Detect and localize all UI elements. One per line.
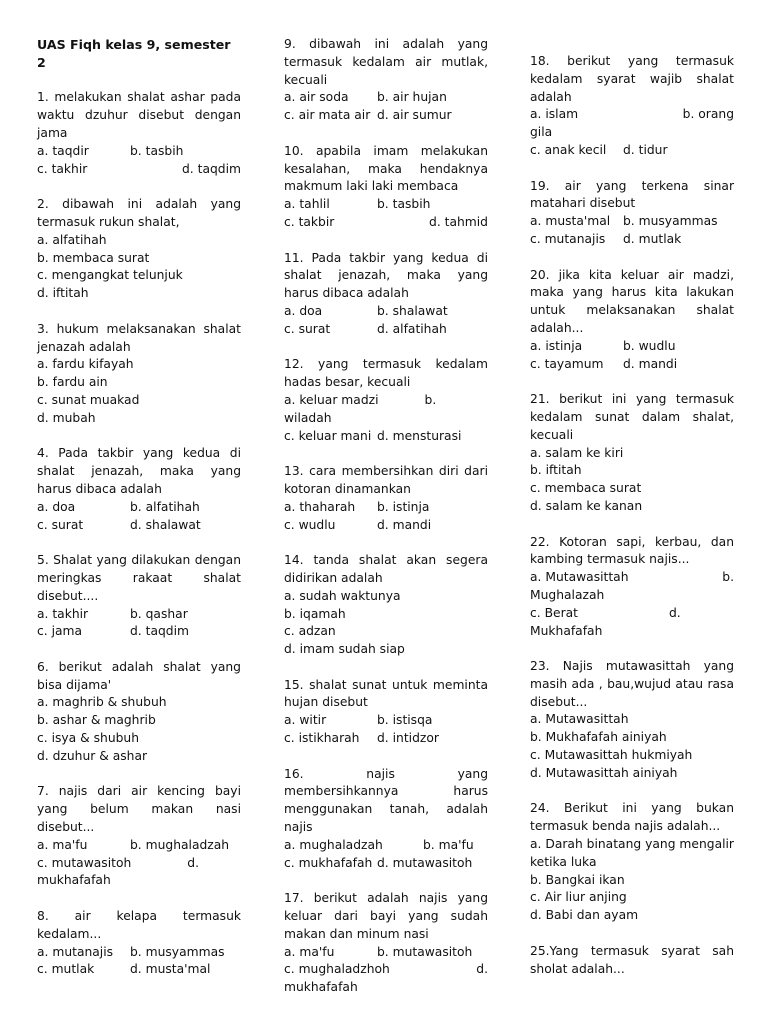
question-text: 4. Pada takbir yang kedua di shalat jenazah, maka yang harus dibaca adalah bbox=[37, 446, 241, 496]
option-c: c. isya & shubuh bbox=[37, 731, 140, 746]
question-12 bbox=[284, 356, 488, 445]
question-text: 20. jika kita keluar air madzi, maka yang harus kita lakukan untuk melaksanakan shalat adalah... bbox=[530, 267, 734, 335]
option-a: a. ma'fu bbox=[284, 944, 335, 959]
option-c: c. Mutawasittah hukmiyah bbox=[530, 748, 693, 763]
question-text: 18. berikut yang termasuk kedalam syarat wajib shalat adalah bbox=[530, 54, 734, 104]
option-b: b. Bangkai ikan bbox=[530, 872, 625, 887]
option-c: c. mengangkat telunjuk bbox=[37, 268, 183, 283]
option-b-letter: b. bbox=[722, 570, 734, 585]
option-c: c. Air liur anjing bbox=[530, 890, 627, 905]
option-c: c. surat bbox=[37, 517, 84, 532]
question-text: 8. air kelapa termasuk kedalam... bbox=[37, 909, 241, 941]
option-d: d. salam ke kanan bbox=[530, 498, 643, 513]
option-b: b. orang bbox=[682, 107, 734, 122]
option-b-letter: b. bbox=[424, 392, 437, 407]
option-d: d. intidzor bbox=[377, 731, 439, 746]
question-text: 10. apabila imam melakukan kesalahan, maka hendaknya makmum laki laki membaca bbox=[284, 143, 488, 194]
question-25 bbox=[530, 943, 734, 979]
question-text: 22. Kotoran sapi, kerbau, dan kambing termasuk najis... bbox=[530, 534, 734, 567]
option-c: c. anak kecil bbox=[530, 142, 607, 157]
option-b: b. istisqa bbox=[377, 713, 433, 728]
question-4 bbox=[37, 445, 241, 534]
question-text: 12. yang termasuk kedalam hadas besar, kecuali bbox=[284, 357, 488, 390]
question-23 bbox=[530, 658, 734, 783]
option-a: a. istinja bbox=[530, 338, 583, 353]
option-d: d. mensturasi bbox=[377, 428, 462, 443]
option-b: b. musyammas bbox=[623, 214, 718, 229]
option-a: a. takhir bbox=[37, 606, 89, 621]
question-19 bbox=[530, 178, 734, 249]
option-c: c. takbir bbox=[284, 214, 335, 229]
question-11 bbox=[284, 250, 488, 339]
option-d: d. musta'mal bbox=[130, 962, 211, 977]
question-1 bbox=[37, 89, 241, 178]
option-d: d. mutawasitoh bbox=[377, 855, 473, 870]
option-b: b. qashar bbox=[130, 606, 188, 621]
option-d: d. mutlak bbox=[623, 231, 682, 246]
option-a: a. mughaladzah bbox=[284, 837, 383, 852]
column-3 bbox=[530, 53, 734, 978]
option-c: c. tayamum bbox=[530, 356, 604, 371]
question-8 bbox=[37, 908, 241, 979]
option-c: c. takhir bbox=[37, 161, 88, 176]
question-text: 17. berikut adalah najis yang keluar dari bayi yang sudah makan dan minum nasi bbox=[284, 891, 488, 941]
question-text: 5. Shalat yang dilakukan dengan meringkas rakaat shalat disebut.... bbox=[37, 553, 241, 603]
option-b: b. mutawasitoh bbox=[377, 944, 473, 959]
question-5 bbox=[37, 552, 241, 641]
question-text: 15. shalat sunat untuk meminta hujan disebut bbox=[284, 677, 488, 710]
option-d: Mukhafafah bbox=[530, 623, 603, 638]
option-a: a. ma'fu bbox=[37, 837, 88, 852]
option-d: d. mubah bbox=[37, 410, 96, 425]
question-text: 14. tanda shalat akan segera didirikan adalah bbox=[284, 553, 488, 585]
option-c: c. mughaladzhoh bbox=[284, 962, 390, 977]
option-d: mukhafafah bbox=[284, 980, 358, 995]
option-c: c. jama bbox=[37, 624, 83, 639]
option-b: b. shalawat bbox=[377, 303, 448, 318]
option-a: a. maghrib & shubuh bbox=[37, 695, 167, 710]
option-a: a. mutanajis bbox=[37, 944, 114, 959]
option-b: b. Mukhafafah ainiyah bbox=[530, 730, 667, 745]
question-22 bbox=[530, 534, 734, 641]
option-b-cont: gila bbox=[530, 125, 553, 140]
question-text: 7. najis dari air kencing bayi yang belum makan nasi disebut... bbox=[37, 784, 241, 835]
question-text: 9. dibawah ini adalah yang termasuk kedalam air mutlak, kecuali bbox=[284, 37, 488, 87]
option-d-letter: d. bbox=[669, 605, 681, 620]
option-a: a. Mutawasittah bbox=[530, 712, 629, 727]
question-text: 23. Najis mutawasittah yang masih ada , bau,wujud atau rasa disebut... bbox=[530, 659, 734, 709]
option-a: a. air soda bbox=[284, 90, 349, 105]
option-b: wiladah bbox=[284, 410, 332, 425]
column-2 bbox=[284, 36, 488, 1015]
option-a: a. taqdir bbox=[37, 143, 89, 158]
option-a: a. islam bbox=[530, 107, 579, 122]
question-24 bbox=[530, 800, 734, 925]
question-3 bbox=[37, 321, 241, 428]
option-b: b. wudlu bbox=[623, 338, 676, 353]
option-d-letter: d. bbox=[476, 962, 488, 977]
option-c: c. surat bbox=[284, 321, 331, 336]
option-c: c. istikharah bbox=[284, 731, 360, 746]
option-b: b. air hujan bbox=[377, 90, 447, 105]
option-d: d. taqdim bbox=[130, 624, 189, 639]
option-a: a. keluar madzi bbox=[284, 392, 379, 407]
option-c: c. wudlu bbox=[284, 517, 336, 532]
question-17 bbox=[284, 890, 488, 997]
question-15 bbox=[284, 677, 488, 748]
option-c: c. adzan bbox=[284, 624, 336, 639]
option-a: a. doa bbox=[37, 499, 76, 514]
question-text: 21. berikut ini yang termasuk kedalam sunat dalam shalat, kecuali bbox=[530, 392, 734, 442]
question-13 bbox=[284, 463, 488, 534]
option-d: mukhafafah bbox=[37, 873, 111, 888]
option-b: b. tasbih bbox=[130, 143, 184, 158]
question-text: 2. dibawah ini adalah yang termasuk rukun shalat, bbox=[37, 197, 241, 229]
option-d: d. mandi bbox=[623, 356, 678, 371]
option-b: b. iftitah bbox=[530, 463, 582, 478]
option-d: d. tidur bbox=[623, 142, 668, 157]
question-text: 19. air yang terkena sinar matahari disebut bbox=[530, 178, 734, 211]
option-b: b. alfatihah bbox=[130, 499, 200, 514]
option-b: b. membaca surat bbox=[37, 250, 150, 265]
option-a: a. alfatihah bbox=[37, 232, 107, 247]
option-d: d. Babi dan ayam bbox=[530, 908, 639, 923]
option-d: d. mandi bbox=[377, 517, 432, 532]
option-b: b. iqamah bbox=[284, 606, 346, 621]
option-b: b. musyammas bbox=[130, 944, 225, 959]
question-16 bbox=[284, 766, 488, 873]
option-d: d. imam sudah siap bbox=[284, 642, 405, 657]
option-c: c. mutawasitoh bbox=[37, 855, 132, 870]
option-a: a. Darah binatang yang mengalir ketika luka bbox=[530, 837, 734, 869]
option-b: b. istinja bbox=[377, 499, 430, 514]
question-18 bbox=[530, 53, 734, 160]
option-c: c. membaca surat bbox=[530, 481, 642, 496]
document-title: UAS Fiqh kelas 9, semester 2 bbox=[37, 37, 231, 70]
option-c: c. mutanajis bbox=[530, 231, 606, 246]
option-a: a. tahlil bbox=[284, 197, 330, 212]
option-a: a. fardu kifayah bbox=[37, 357, 134, 372]
question-20 bbox=[530, 267, 734, 374]
option-d-letter: d. bbox=[187, 855, 199, 870]
question-21 bbox=[530, 391, 734, 516]
option-d: d. taqdim bbox=[182, 161, 241, 176]
question-text: 1. melakukan shalat ashar pada waktu dzuhur disebut dengan jama bbox=[37, 90, 241, 140]
question-2 bbox=[37, 196, 241, 303]
question-text: 13. cara membersihkan diri dari kotoran dinamankan bbox=[284, 464, 488, 496]
question-text: 25.Yang termasuk syarat sah sholat adalah... bbox=[530, 943, 734, 976]
question-text: 3. hukum melaksanakan shalat jenazah adalah bbox=[37, 321, 241, 354]
option-b: b. fardu ain bbox=[37, 375, 108, 390]
option-c: c. sunat muakad bbox=[37, 392, 140, 407]
option-a: a. thaharah bbox=[284, 499, 356, 514]
question-10 bbox=[284, 143, 488, 232]
column-1 bbox=[37, 36, 241, 997]
question-9 bbox=[284, 36, 488, 125]
question-text: 16. najis yang membersihkannya harus menggunakan tanah, adalah najis bbox=[284, 766, 488, 835]
option-a: a. sudah waktunya bbox=[284, 588, 401, 603]
option-a: a. salam ke kiri bbox=[530, 445, 624, 460]
option-c: c. mutlak bbox=[37, 962, 95, 977]
option-a: a. musta'mal bbox=[530, 214, 611, 229]
question-text: 6. berikut adalah shalat yang bisa dijama' bbox=[37, 659, 241, 692]
option-a: a. witir bbox=[284, 713, 327, 728]
option-d: d. tahmid bbox=[429, 214, 488, 229]
question-text: 24. Berikut ini yang bukan termasuk benda najis adalah... bbox=[530, 801, 734, 834]
option-b: b. tasbih bbox=[377, 197, 431, 212]
option-c: c. Berat bbox=[530, 605, 578, 620]
option-c: c. mukhafafah bbox=[284, 855, 373, 870]
option-b: b. mughaladzah bbox=[130, 837, 230, 852]
question-text: 11. Pada takbir yang kedua di shalat jenazah, maka yang harus dibaca adalah bbox=[284, 250, 488, 301]
option-a: a. doa bbox=[284, 303, 323, 318]
question-14 bbox=[284, 552, 488, 659]
option-c: c. air mata air bbox=[284, 108, 371, 123]
option-b: b. ashar & maghrib bbox=[37, 713, 156, 728]
option-d: d. alfatihah bbox=[377, 321, 447, 336]
option-b: b. ma'fu bbox=[423, 837, 474, 852]
option-d: d. iftitah bbox=[37, 286, 89, 301]
option-d: d. dzuhur & ashar bbox=[37, 748, 148, 763]
option-d: d. air sumur bbox=[377, 108, 452, 123]
question-7 bbox=[37, 783, 241, 890]
option-c: c. keluar mani bbox=[284, 428, 372, 443]
option-d: d. shalawat bbox=[130, 517, 201, 532]
option-a: a. Mutawasittah bbox=[530, 570, 629, 585]
question-6 bbox=[37, 659, 241, 766]
option-b: Mughalazah bbox=[530, 587, 605, 602]
option-d: d. Mutawasittah ainiyah bbox=[530, 765, 678, 780]
